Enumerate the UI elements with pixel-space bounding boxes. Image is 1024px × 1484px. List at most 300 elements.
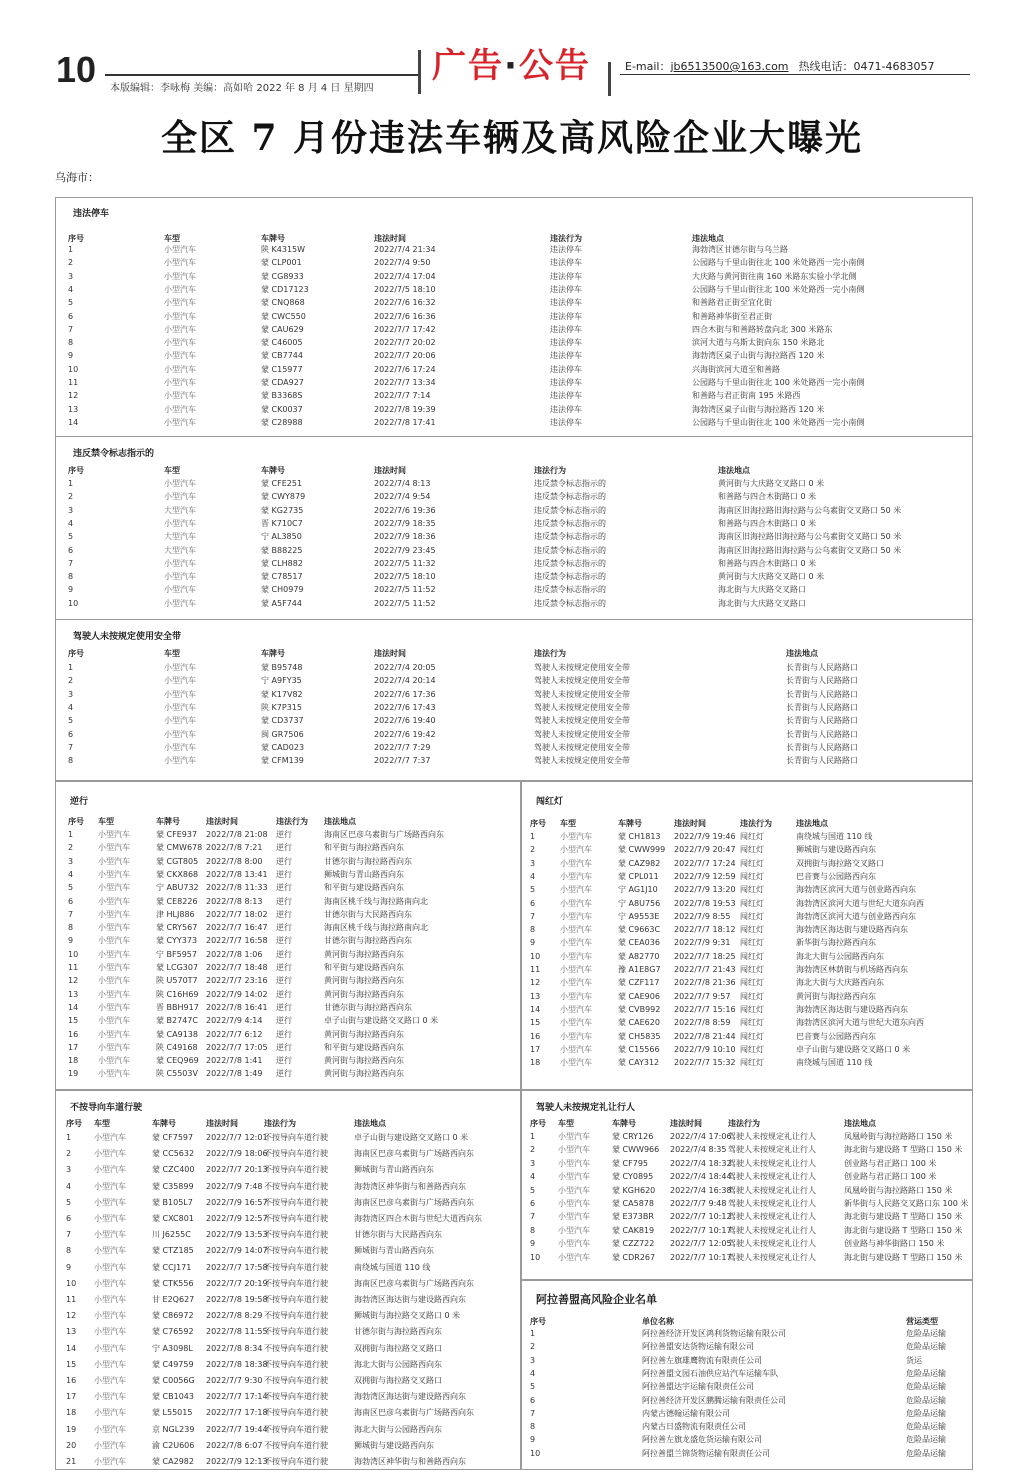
table-row (56, 517, 972, 530)
table-cell: 黄河街与大庆路交叉路口 0 米 (718, 572, 825, 582)
table-row (56, 988, 520, 1001)
table-header (56, 1117, 520, 1130)
table-cell: 小型汽车 (164, 729, 196, 739)
table-cell: 2022/7/7 16:58 (206, 936, 268, 946)
table-cell: 2022/7/7 21:43 (674, 965, 736, 974)
table-cell: 京 NGL239 (152, 1424, 195, 1434)
table-cell: 逆行 (276, 989, 292, 999)
table-cell: 宁 A9FY35 (261, 676, 302, 686)
contact-rule (620, 74, 970, 75)
table-row (56, 948, 520, 961)
table-cell: 驾驶人未按规定礼让行人 (728, 1158, 816, 1168)
table-cell: 逆行 (276, 830, 292, 839)
table-row (56, 868, 520, 881)
table-cell: 阿拉善左旗雄鹰物流有限责任公司 (642, 1355, 762, 1365)
table-cell: 3 (530, 1158, 536, 1168)
table-cell: 小型汽车 (164, 716, 196, 726)
table-cell: 小型汽车 (98, 883, 130, 893)
table-cell: 和平街与建设路西向东 (324, 883, 404, 893)
table-row (56, 376, 972, 389)
table-cell: 长青街与人民路路口 (786, 716, 858, 726)
table-cell: 闯红灯 (740, 965, 764, 974)
table-row (522, 1003, 972, 1016)
table-cell: 豫 A1E8G7 (618, 965, 661, 974)
table-cell: 和善路与四合木街路口 0 米 (718, 518, 817, 528)
table-cell: 10 (530, 951, 541, 961)
yield-pedestrian-title: 驾驶人未按规定礼让行人 (536, 1103, 636, 1113)
table-cell: 海勃湾区海达街与建设路西向东 (354, 1392, 466, 1402)
table-cell: 双拥街与海拉路交叉路口 (796, 858, 884, 868)
table-cell: 5 (530, 1382, 536, 1392)
table-cell: 海南区旧海拉路旧海拉路与公乌素街交叉路口 50 米 (718, 532, 902, 542)
table-cell: 3 (530, 1355, 536, 1365)
table-cell: 海南区巴彦乌素街与广场路西向东 (324, 830, 444, 839)
table-cell: 2022/7/9 8:55 (674, 911, 731, 921)
table-cell: 2022/7/8 21:44 (674, 1031, 736, 1041)
table-cell: 陕 C16H69 (156, 989, 199, 999)
table-cell: 2022/7/8 11:33 (206, 883, 268, 893)
table-row (56, 688, 972, 701)
table-cell: 8 (68, 756, 74, 766)
table-row (522, 1016, 972, 1029)
email-link[interactable]: jb6513500@163.com (670, 60, 789, 73)
table-cell: 2022/7/9 12:59 (674, 871, 736, 881)
seatbelt-divider (56, 619, 972, 620)
table-cell: 12 (530, 978, 541, 988)
table-cell: 2022/7/8 19:39 (374, 404, 436, 414)
table-row (522, 910, 972, 923)
table-cell: 闯红灯 (740, 832, 764, 841)
table-cell: 驾驶人未按规定礼让行人 (728, 1239, 816, 1249)
table-cell: 2022/7/7 6:12 (206, 1029, 263, 1039)
table-cell: 蒙 CK0037 (261, 404, 303, 414)
table-cell: 2022/7/9 9:31 (674, 938, 731, 948)
table-cell: 蒙 L55015 (152, 1408, 193, 1418)
table-row (522, 1197, 972, 1210)
table-cell: 蒙 CAY312 (618, 1058, 660, 1068)
table-cell: 蒙 CGT805 (156, 856, 199, 866)
column-header: 违法地点 (354, 1119, 386, 1128)
table-cell: 四合木街与和善路转盘向北 300 米路东 (692, 324, 833, 334)
table-row (56, 1228, 520, 1241)
table-cell: 阿拉善经济开发区鹏腾运输有限责任公司 (642, 1395, 786, 1405)
table-cell: 蒙 CMW678 (156, 843, 203, 853)
table-cell: 宁 AG1J10 (618, 885, 658, 895)
table-row (56, 530, 972, 543)
table-cell: 小型汽车 (164, 598, 196, 608)
table-cell: 2 (68, 492, 74, 502)
table-cell: 驾驶人未按规定礼让行人 (728, 1199, 816, 1208)
table-cell: 2022/7/5 11:52 (374, 598, 436, 608)
table-cell: 13 (66, 1327, 77, 1337)
table-cell: 蒙 CE8226 (156, 896, 198, 906)
table-cell: 蒙 CPL011 (618, 871, 659, 881)
table-cell: 蒙 A5F744 (261, 598, 302, 608)
column-header: 违法时间 (374, 649, 406, 658)
table-cell: 海南区巴彦乌素街与广场路西向东 (354, 1197, 474, 1207)
table-cell: 海勃湾区神华街与和善路西向东 (354, 1457, 466, 1466)
table-cell: 16 (68, 1029, 79, 1039)
table-cell: 小型汽车 (94, 1133, 126, 1142)
table-cell: 小型汽车 (560, 991, 592, 1001)
table-cell: 阿拉善盟兰锦货物运输有限责任公司 (642, 1448, 770, 1458)
table-cell: 内蒙古日盛物流有限责任公司 (642, 1422, 746, 1432)
table-cell: 海北街与大庆路交叉路口 (718, 598, 806, 608)
table-cell: 宁 BF5957 (156, 949, 197, 959)
table-row (56, 1374, 520, 1387)
column-header: 违法地点 (324, 817, 356, 826)
table-cell: 甘德尔街与海拉路西向东 (324, 856, 412, 866)
table-cell: 小型汽车 (560, 965, 592, 974)
table-cell: 10 (530, 1448, 541, 1458)
table-cell: 小型汽车 (558, 1239, 590, 1249)
table-cell: 蒙 C46005 (261, 338, 303, 348)
column-header: 车型 (558, 1119, 574, 1128)
table-cell: 不按导向车道行驶 (264, 1295, 328, 1304)
table-row (56, 728, 972, 741)
table-row (522, 1340, 972, 1353)
table-cell: 和善路与君正街南 195 米路西 (692, 391, 801, 401)
table-cell: 不按导向车道行驶 (264, 1262, 328, 1272)
table-cell: 5 (68, 716, 74, 726)
table-cell: 2022/7/8 8:29 (206, 1311, 263, 1321)
table-cell: 2022/7/6 16:32 (374, 298, 436, 308)
table-cell: 蒙 CAE620 (618, 1018, 660, 1028)
table-cell: 小型汽车 (98, 963, 130, 972)
table-cell: 2022/7/8 8:59 (674, 1018, 731, 1028)
table-cell: 4 (68, 869, 74, 879)
red-light-box (521, 781, 973, 1090)
table-cell: 驾驶人未按规定使用安全带 (534, 716, 630, 726)
table-cell: 19 (68, 1069, 79, 1079)
table-cell: 5 (68, 298, 74, 308)
table-cell: 小型汽车 (98, 923, 130, 933)
table-cell: 违反禁令标志指示的 (534, 532, 606, 542)
table-cell: 兴海街滨河大道至和善路 (692, 364, 780, 374)
table-cell: 6 (68, 896, 74, 906)
table-row (56, 934, 520, 947)
table-cell: 小型汽车 (558, 1225, 590, 1235)
table-cell: 阿拉善盟达宇运输有限责任公司 (642, 1382, 754, 1392)
table-cell: 9 (68, 351, 74, 361)
column-header: 序号 (66, 1119, 82, 1128)
table-cell: 闯红灯 (740, 1031, 764, 1041)
table-cell: 蒙 CD17123 (261, 284, 309, 294)
table-cell: 小型汽车 (94, 1197, 126, 1207)
masthead-rule (105, 74, 420, 76)
table-cell: 不按导向车道行驶 (264, 1392, 328, 1402)
table-cell: 5 (530, 885, 536, 895)
table-cell: 2022/7/9 23:45 (374, 545, 436, 555)
table-cell: 巴音赛与公园路西向东 (796, 871, 876, 881)
table-header (56, 647, 972, 660)
table-cell: 驾驶人未按规定使用安全带 (534, 702, 630, 712)
table-cell: 违法停车 (550, 258, 582, 268)
table-row (522, 830, 972, 843)
table-row (56, 1342, 520, 1355)
table-cell: 2022/7/7 20:06 (374, 351, 436, 361)
table-cell: 闯红灯 (740, 991, 764, 1001)
table-cell: 2022/7/9 13:20 (674, 885, 736, 895)
table-cell: 2022/7/9 14:02 (206, 989, 268, 999)
table-cell: 危险品运输 (906, 1329, 946, 1338)
table-row (56, 921, 520, 934)
table-cell: 小型汽车 (98, 1016, 130, 1026)
table-cell: 蒙 CWW966 (612, 1145, 660, 1155)
table-cell: 闯红灯 (740, 858, 764, 868)
table-header (56, 464, 972, 477)
table-cell: 不按导向车道行驶 (264, 1181, 328, 1191)
table-row (522, 923, 972, 936)
table-cell: 5 (68, 883, 74, 893)
table-row (56, 1261, 520, 1274)
table-cell: 小型汽车 (98, 976, 130, 986)
table-row (56, 1277, 520, 1290)
table-row (522, 1157, 972, 1170)
table-cell: 小型汽车 (94, 1230, 126, 1240)
table-cell: 8 (530, 925, 536, 935)
table-cell: 蒙 C15566 (618, 1044, 660, 1054)
table-cell: 甘德尔街与海拉路西向东 (324, 1002, 412, 1012)
table-row (56, 416, 972, 429)
table-cell: 闯红灯 (740, 978, 764, 988)
table-cell: 闯红灯 (740, 911, 764, 921)
table-cell: 14 (530, 1004, 541, 1014)
table-row (522, 950, 972, 963)
table-cell: 逆行 (276, 909, 292, 919)
table-row (522, 1407, 972, 1420)
table-cell: 小型汽车 (560, 1031, 592, 1041)
table-cell: 小型汽车 (164, 742, 196, 752)
table-cell: 小型汽车 (164, 258, 196, 268)
table-cell: 违法停车 (550, 324, 582, 334)
table-row (56, 583, 972, 596)
table-cell: 狮城街与青山路西向东 (354, 1246, 434, 1256)
table-cell: 海南区巴彦乌素街与广场路西向东 (354, 1408, 474, 1418)
table-cell: 蒙 C76592 (152, 1327, 194, 1337)
table-row (56, 701, 972, 714)
table-cell: 小型汽车 (164, 702, 196, 712)
table-cell: 逆行 (276, 1002, 292, 1012)
table-cell: 闯红灯 (740, 871, 764, 881)
table-cell: 2022/7/9 7:48 (206, 1181, 263, 1191)
table-cell: 蒙 CAK819 (612, 1225, 655, 1235)
table-cell: 蒙 CH5835 (618, 1031, 661, 1041)
table-cell: 滨河大道与乌斯太街向东 150 米路北 (692, 338, 825, 348)
table-cell: 黄河街与海拉路西向东 (324, 1056, 404, 1066)
table-cell: 驾驶人未按规定礼让行人 (728, 1212, 816, 1222)
table-row (56, 1147, 520, 1160)
table-cell: 1 (68, 663, 74, 672)
table-cell: 小型汽车 (164, 351, 196, 361)
table-cell: 违反禁令标志指示的 (534, 492, 606, 502)
table-row (56, 1423, 520, 1436)
table-cell: 驾驶人未按规定使用安全带 (534, 729, 630, 739)
table-cell: 小型汽车 (164, 324, 196, 334)
table-cell: 不按导向车道行驶 (264, 1230, 328, 1240)
column-header: 车牌号 (261, 234, 285, 243)
table-cell: 蒙 CFM139 (261, 756, 304, 766)
table-cell: 不按导向车道行驶 (264, 1376, 328, 1385)
table-cell: 小型汽车 (558, 1185, 590, 1195)
table-cell: 不按导向车道行驶 (264, 1278, 328, 1288)
table-cell: 闽 GR7506 (261, 729, 304, 739)
table-row (56, 349, 972, 362)
table-cell: 宁 A8U756 (618, 898, 661, 908)
table-cell: 1 (68, 479, 74, 488)
table-cell: 蒙 CZZ722 (612, 1239, 655, 1249)
table-cell: 和善路神华街至君正街 (692, 311, 772, 321)
table-cell: 小型汽车 (558, 1252, 590, 1262)
table-cell: 2022/7/4 8:13 (374, 479, 431, 488)
table-cell: 2022/7/5 11:32 (374, 558, 436, 568)
table-cell: 驾驶人未按规定使用安全带 (534, 676, 630, 686)
table-cell: 蒙 CA5878 (612, 1199, 654, 1208)
table-row (522, 1130, 972, 1143)
table-row (522, 963, 972, 976)
column-header: 单位名称 (642, 1317, 674, 1326)
editor-credits: 本版编辑：李咏梅 美编：高如哈 2022 年 8 月 4 日 星期四 (110, 83, 374, 94)
table-cell: 蒙 A82770 (618, 951, 660, 961)
table-cell: 不按导向车道行驶 (264, 1440, 328, 1450)
table-cell: 危险品运输 (906, 1408, 946, 1418)
table-cell: 小型汽车 (98, 856, 130, 866)
table-cell: 蒙 CAD023 (261, 742, 305, 752)
table-cell: 闯红灯 (740, 938, 764, 948)
table-cell: 小型汽车 (94, 1376, 126, 1385)
table-cell: 小型汽车 (98, 843, 130, 853)
table-cell: 小型汽车 (98, 830, 130, 839)
table-cell: 危险品运输 (906, 1435, 946, 1445)
table-cell: 小型汽车 (94, 1392, 126, 1402)
table-row (56, 256, 972, 269)
table-cell: 12 (68, 976, 79, 986)
table-row (522, 1327, 972, 1340)
table-row (522, 1143, 972, 1156)
table-cell: 蒙 CZC400 (152, 1165, 195, 1175)
table-cell: 小型汽车 (560, 1044, 592, 1054)
table-cell: 南绕城与国道 110 线 (796, 1058, 873, 1068)
table-header (522, 817, 972, 830)
table-cell: 2022/7/8 21:08 (206, 830, 268, 839)
table-cell: 闯红灯 (740, 925, 764, 935)
table-cell: 海北大街与大庆路西向东 (796, 978, 884, 988)
table-cell: 2022/7/7 15:16 (674, 1004, 736, 1014)
table-cell: 11 (66, 1295, 77, 1304)
table-cell: 2022/7/4 16:38 (670, 1185, 732, 1195)
table-row (522, 1420, 972, 1433)
table-row (56, 570, 972, 583)
table-cell: 2022/7/7 17:18 (206, 1408, 268, 1418)
table-cell: 7 (530, 911, 536, 921)
table-cell: 小型汽车 (94, 1149, 126, 1159)
table-cell: 违法停车 (550, 284, 582, 294)
table-cell: 陕 K4315W (261, 245, 306, 254)
table-cell: 4 (68, 702, 74, 712)
table-cell: 蒙 C49759 (152, 1359, 194, 1369)
table-cell: 海勃湾区海达街与建设路西向东 (354, 1295, 466, 1304)
table-cell: 15 (530, 1018, 541, 1028)
table-cell: 海南区旧海拉路旧海拉路与公乌素街交叉路口 50 米 (718, 545, 902, 555)
table-cell: 驾驶人未按规定礼让行人 (728, 1252, 816, 1262)
table-cell: 小型汽车 (164, 663, 196, 672)
table-cell: 17 (530, 1044, 541, 1054)
table-cell: 7 (66, 1230, 72, 1240)
table-row (56, 336, 972, 349)
table-row (56, 661, 972, 674)
table-row (56, 597, 972, 610)
table-cell: 4 (68, 284, 74, 294)
table-row (56, 1163, 520, 1176)
table-cell: 8 (68, 923, 74, 933)
table-cell: 小型汽车 (164, 391, 196, 401)
table-cell: 长青街与人民路路口 (786, 663, 858, 672)
table-cell: 2022/7/6 16:36 (374, 311, 436, 321)
table-row (56, 389, 972, 402)
table-cell: 逆行 (276, 843, 292, 853)
table-cell: 海勃湾区林荫街与机场路西向东 (796, 965, 908, 974)
table-row (56, 1455, 520, 1468)
table-row (56, 961, 520, 974)
table-cell: 小型汽车 (94, 1311, 126, 1321)
table-cell: 长青街与人民路路口 (786, 756, 858, 766)
table-row (56, 1439, 520, 1452)
table-cell: 11 (68, 963, 79, 972)
table-cell: 狮城街与海拉路交叉路口 0 米 (354, 1311, 461, 1321)
table-row (522, 1367, 972, 1380)
table-cell: 狮城街与青山路西向东 (324, 869, 404, 879)
table-row (522, 976, 972, 989)
table-row (522, 857, 972, 870)
table-cell: 小型汽车 (558, 1132, 590, 1141)
table-cell: 蒙 CAU629 (261, 324, 304, 334)
table-cell: 2022/7/4 9:54 (374, 492, 431, 502)
table-cell: 9 (66, 1262, 72, 1272)
table-cell: 驾驶人未按规定使用安全带 (534, 742, 630, 752)
table-row (56, 841, 520, 854)
table-cell: 凤凰岭街与海拉路路口 150 米 (844, 1185, 953, 1195)
table-cell: 蒙 B2747C (156, 1016, 198, 1026)
table-cell: 海勃湾区滨河大道与世纪大道东向西 (796, 898, 924, 908)
table-cell: 10 (68, 949, 79, 959)
table-cell: 2022/7/4 9:50 (374, 258, 431, 268)
table-cell: 卓子山街与建设路交叉路口 0 米 (324, 1016, 439, 1026)
table-cell: 蒙 CYY373 (156, 936, 198, 946)
table-cell: 蒙 C86972 (152, 1311, 194, 1321)
table-cell: 蒙 CDR267 (612, 1252, 656, 1262)
table-cell: 违法停车 (550, 298, 582, 308)
table-cell: 甘 E2Q627 (152, 1295, 195, 1304)
table-cell: 创业路与神华街路口 150 米 (844, 1239, 945, 1249)
table-cell: 2022/7/7 20:02 (374, 338, 436, 348)
table-cell: 8 (530, 1225, 536, 1235)
table-cell: 2022/7/8 8:13 (206, 896, 263, 906)
table-row (56, 1001, 520, 1014)
table-cell: 陕 K7P315 (261, 702, 302, 712)
table-cell: 甘德尔街与大民路西向东 (324, 909, 412, 919)
table-cell: 2 (68, 258, 74, 268)
table-cell: 大型汽车 (164, 545, 196, 555)
table-cell: 逆行 (276, 923, 292, 933)
table-row (522, 936, 972, 949)
table-cell: 海北大街与公园路西向东 (354, 1424, 442, 1434)
table-cell: 闯红灯 (740, 951, 764, 961)
table-cell: 黄河街与海拉路西向东 (324, 989, 404, 999)
table-cell: 海北街与建设路 T 型路口 150 米 (844, 1225, 963, 1235)
column-header: 车型 (164, 649, 180, 658)
table-cell: 小型汽车 (98, 896, 130, 906)
table-row (56, 714, 972, 727)
